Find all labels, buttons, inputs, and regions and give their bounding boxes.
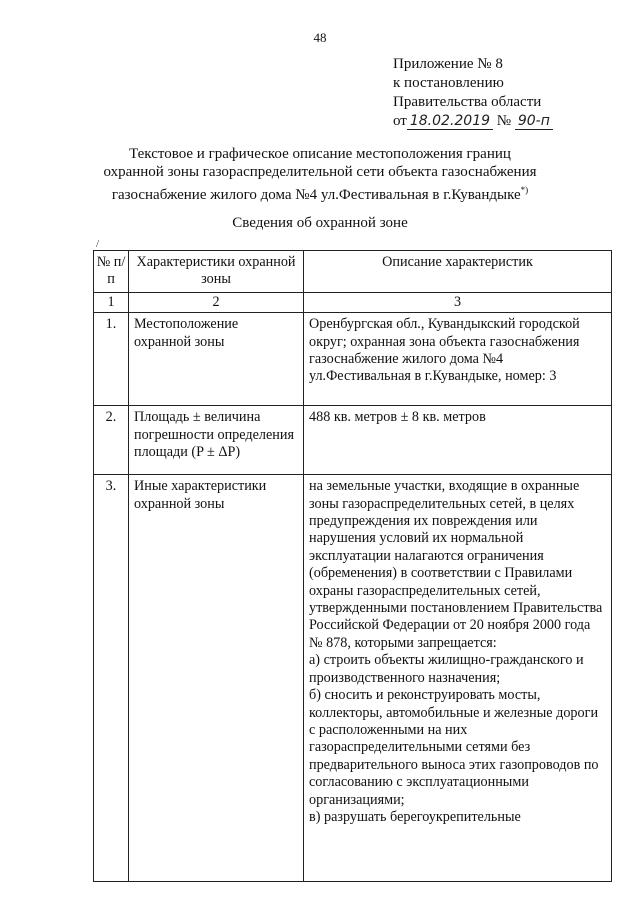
table-row (94, 313, 612, 406)
number-prefix: № (496, 113, 512, 129)
zone-info-table (93, 250, 612, 882)
header-number: № п/п (94, 251, 129, 293)
row-characteristic: Местоположение охранной зоны (129, 313, 304, 406)
annex-line-2: к постановлению (393, 75, 504, 91)
row-characteristic: Иные характеристики охранной зоны (129, 475, 304, 882)
section-title: Сведения об охранной зоне (232, 215, 408, 231)
row-number: 2. (94, 406, 129, 475)
row-description (304, 475, 612, 882)
header-characteristics: Характеристики охранной зоны (129, 251, 304, 293)
title-line-3: газоснабжение жилого дома №4 ул.Фестивальная в г.Кувандыке*) (111, 185, 529, 203)
restriction-item-b: б) сносить и реконструировать мосты, коллекторы, автомобильные и железные дороги с расположенными на них газораспределительными сетями без предварительного выноса этих газопроводов по согласованию с эксплуатационными организациями; (309, 687, 599, 808)
restriction-item-c: в) разрушать берегоукрепительные (309, 808, 521, 825)
row-description: Оренбургская обл., Кувандыкский городской округ; охранная зона объекта газоснабжения газоснабжение жилого дома №4 ул.Фестивальная в г.Кувандыке, номер: 3 (304, 313, 612, 406)
header-description: Описание характеристик (304, 251, 612, 293)
title-line-1: Текстовое и графическое описание местоположения границ (129, 146, 511, 162)
restrictions-text (309, 478, 606, 878)
restrictions-intro: на земельные участки, входящие в охранные зоны газораспределительных сетей, в целях предупреждения их повреждения или нарушения условий их нормальной эксплуатации налагаются ограничения (обременения) в соответствии с Правилами охраны газораспределительных сетей, утвержденными постановлением Правительства Российской Федерации от 20 ноября 2000 года № 878, которыми запрещается: (309, 478, 603, 651)
table-row (94, 406, 612, 475)
footnote-mark: *) (520, 185, 529, 195)
row-number: 3. (94, 475, 129, 882)
row-number: 1. (94, 313, 129, 406)
document-title (60, 145, 580, 204)
date-prefix: от (393, 113, 407, 129)
title-line-2: охранной зоны газораспределительной сети объекта газоснабжения (103, 164, 537, 180)
pen-mark: / (96, 238, 100, 250)
page-number: 48 (313, 30, 327, 45)
table-row (94, 475, 612, 882)
handwritten-number: 90-п (515, 114, 553, 130)
row-characteristic: Площадь ± величина погрешности определения площади (P ± ΔP) (129, 406, 304, 475)
annex-title: Приложение № 8 (393, 56, 503, 72)
column-number-1: 1 (94, 292, 129, 312)
annex-date-line (393, 112, 553, 131)
row-description: 488 кв. метров ± 8 кв. метров (304, 406, 612, 475)
annex-line-3: Правительства области (393, 94, 542, 110)
restriction-item-a: а) строить объекты жилищно-гражданского и производственного назначения; (309, 652, 584, 686)
table-header-row (94, 251, 612, 293)
column-number-2: 2 (129, 292, 304, 312)
column-number-row (94, 292, 612, 312)
handwritten-date: 18.02.2019 (407, 114, 493, 130)
annex-block (393, 55, 553, 131)
column-number-3: 3 (304, 292, 612, 312)
